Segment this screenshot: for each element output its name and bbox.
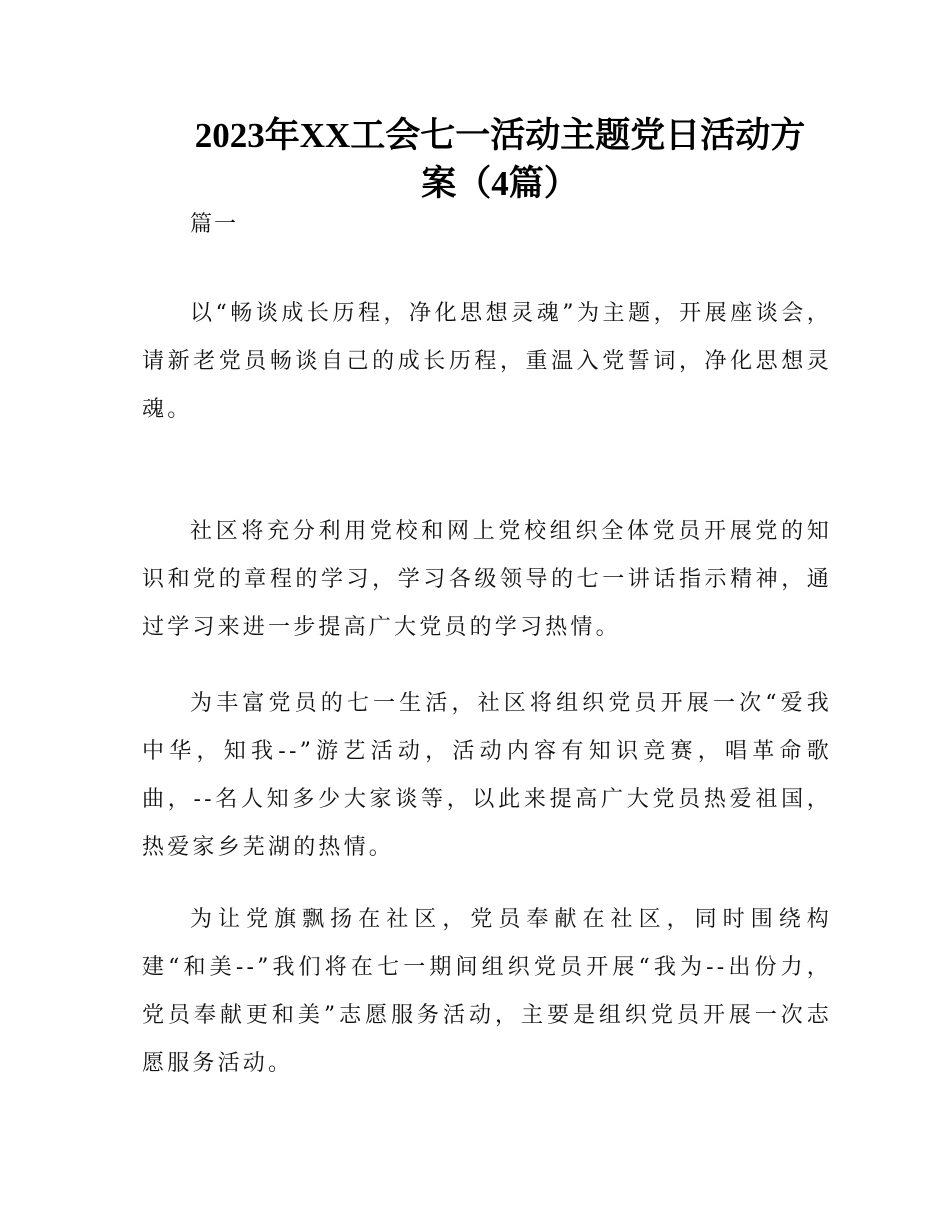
section-label: 篇一 <box>190 212 239 237</box>
paragraph-1: 以“畅谈成长历程，净化思想灵魂”为主题，开展座谈会，请新老党员畅谈自己的成长历程，重温入党誓词，净化思想灵魂。 <box>142 301 832 422</box>
paragraph-4: 为让党旗飘扬在社区，党员奉献在社区，同时围绕构建“和美--”我们将在七一期间组织党员开展“我为--出份力，党员奉献更和美”志愿服务活动，主要是组织党员开展一次志愿服务活动。 <box>142 907 832 1076</box>
title-line-1: 2023年XX工会七一活动主题党日活动方 <box>194 116 806 155</box>
paragraph-2: 社区将充分利用党校和网上党校组织全体党员开展党的知识和党的章程的学习，学习各级领导的七一讲话指示精神，通过学习来进一步提高广大党员的学习热情。 <box>142 519 832 640</box>
document-title <box>140 112 860 208</box>
title-line-2: 案（4篇） <box>421 164 579 203</box>
paragraph-3: 为丰富党员的七一生活，社区将组织党员开展一次“爱我中华，知我--”游艺活动，活动内容有知识竞赛，唱革命歌曲，--名人知多少大家谈等，以此来提高广大党员热爱祖国，热爱家乡芜湖的热情。 <box>142 691 832 860</box>
